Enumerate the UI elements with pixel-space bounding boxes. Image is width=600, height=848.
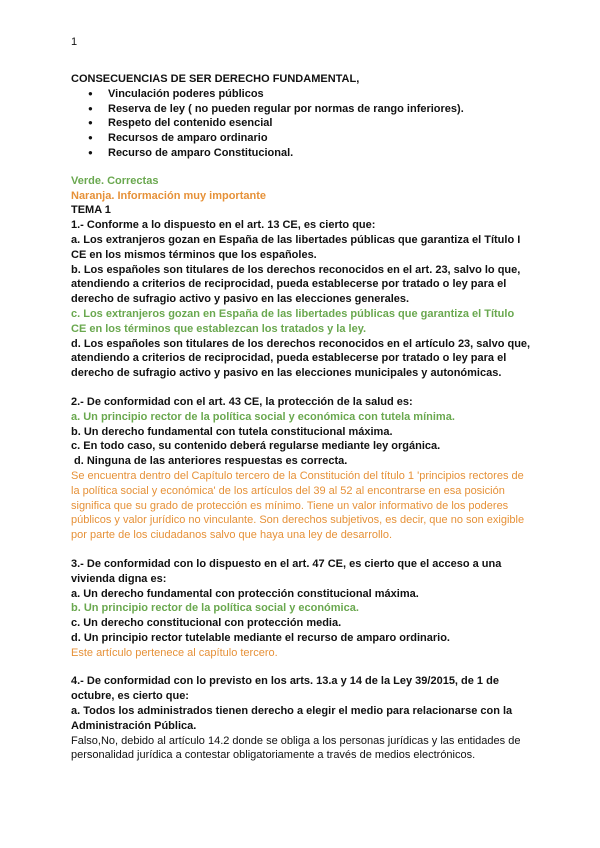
q1-option-b: b. Los españoles son titulares de los derechos reconocidos en el art. 23, salvo lo que, atendiendo a criterios de reciprocidad, pueda establecerse por tratado o ley para el derecho de sufragio activo y pasivo en las elecciones generales. <box>71 263 521 306</box>
q1-option-a: a. Los extranjeros gozan en España de las libertades públicas que garantiza el Título I CE en los mismos términos que los españoles. <box>71 233 521 261</box>
q3-option-d: d. Un principio rector tutelable mediante el recurso de amparo ordinario. <box>71 631 450 644</box>
q2-note-text: Se encuentra dentro del Capítulo tercero de la Constitución del título 1 'principios rectores de la política social y económica' de los artículos del <box>71 469 524 497</box>
q2-note <box>71 469 531 543</box>
q1-option-c-correct: c. Los extranjeros gozan en España de las libertades públicas que garantiza el Título CE en los términos que establezcan los tratados y la ley. <box>71 307 515 335</box>
consequences-list <box>71 87 531 161</box>
question-1: 1.- Conforme a lo dispuesto en el art. 13 CE, es cierto que: <box>71 219 376 232</box>
page-number: 1 <box>71 36 78 48</box>
q4-option-a: a. Todos los administrados tienen derecho a elegir el medio para relacionarse con la Administración Pública. <box>71 705 513 732</box>
q3-note: Este artículo pertenece al capítulo tercero. <box>71 646 278 659</box>
q3-option-b-correct: b. Un principio rector de la política social y económica. <box>71 602 359 615</box>
q2-note-text-end: al encontrarse en esa posición significa que su grado de protección es mínimo. Tiene un valor informativo de los poderes públicos y valor jurídico no vinculante. Son derechos subjetivos, es decir, que no son exigible por parte de los ciudadanos salvo que haya una ley de desarrollo. <box>71 484 525 542</box>
legend-orange: Naranja. Información muy importante <box>71 189 266 202</box>
intro-heading: CONSECUENCIAS DE SER DERECHO FUNDAMENTAL, <box>71 73 360 85</box>
q2-note-articles: 39 al 52 <box>313 484 353 497</box>
q3-option-c: c. Un derecho constitucional con protección media. <box>71 617 342 630</box>
list-item: ● Vinculación poderes públicos <box>71 87 531 102</box>
q3-option-a: a. Un derecho fundamental con protección constitucional máxima. <box>71 587 419 600</box>
q2-option-b: b. Un derecho fundamental con tutela constitucional máxima. <box>71 425 393 438</box>
question-3: 3.- De conformidad con lo dispuesto en el art. 47 CE, es cierto que el acceso a una vivienda digna es: <box>71 557 502 585</box>
list-item: ● Recurso de amparo Constitucional. <box>71 146 531 161</box>
list-item: ● Reserva de ley ( no pueden regular por normas de rango inferiores). <box>71 102 531 117</box>
question-4: 4.- De conformidad con lo previsto en los arts. 13.a y 14 de la Ley 39/2015, de 1 de octubre, es cierto que: <box>71 675 499 703</box>
question-2: 2.- De conformidad con el art. 43 CE, la protección de la salud es: <box>71 395 413 408</box>
legend-green: Verde. Correctas <box>71 174 159 187</box>
q2-option-c: c. En todo caso, su contenido deberá regularse mediante ley orgánica. <box>71 440 441 453</box>
q4-note: Falso,No, debido al artículo 14.2 donde se obliga a los personas jurídicas y las entidades de personalidad jurídica a contestar obligatoriamente a través de medios electrónicos. <box>71 734 521 762</box>
q2-option-d: d. Ninguna de las anteriores respuestas es correcta. <box>74 455 348 468</box>
q1-option-d: d. Los españoles son titulares de los derechos reconocidos en el artículo 23, salvo que, atendiendo a criterios de reciprocidad, pueda establecerse por tratado o ley para el derecho de sufragio activo y pasivo en las elecciones municipales y autonómicas. <box>71 337 531 380</box>
document-body <box>71 72 531 763</box>
q2-option-a-correct: a. Un principio rector de la política social y económica con tutela mínima. <box>71 410 455 423</box>
list-item: ● Recursos de amparo ordinario <box>71 131 531 146</box>
tema-heading: TEMA 1 <box>71 204 111 217</box>
list-item: ● Respeto del contenido esencial <box>71 116 531 131</box>
